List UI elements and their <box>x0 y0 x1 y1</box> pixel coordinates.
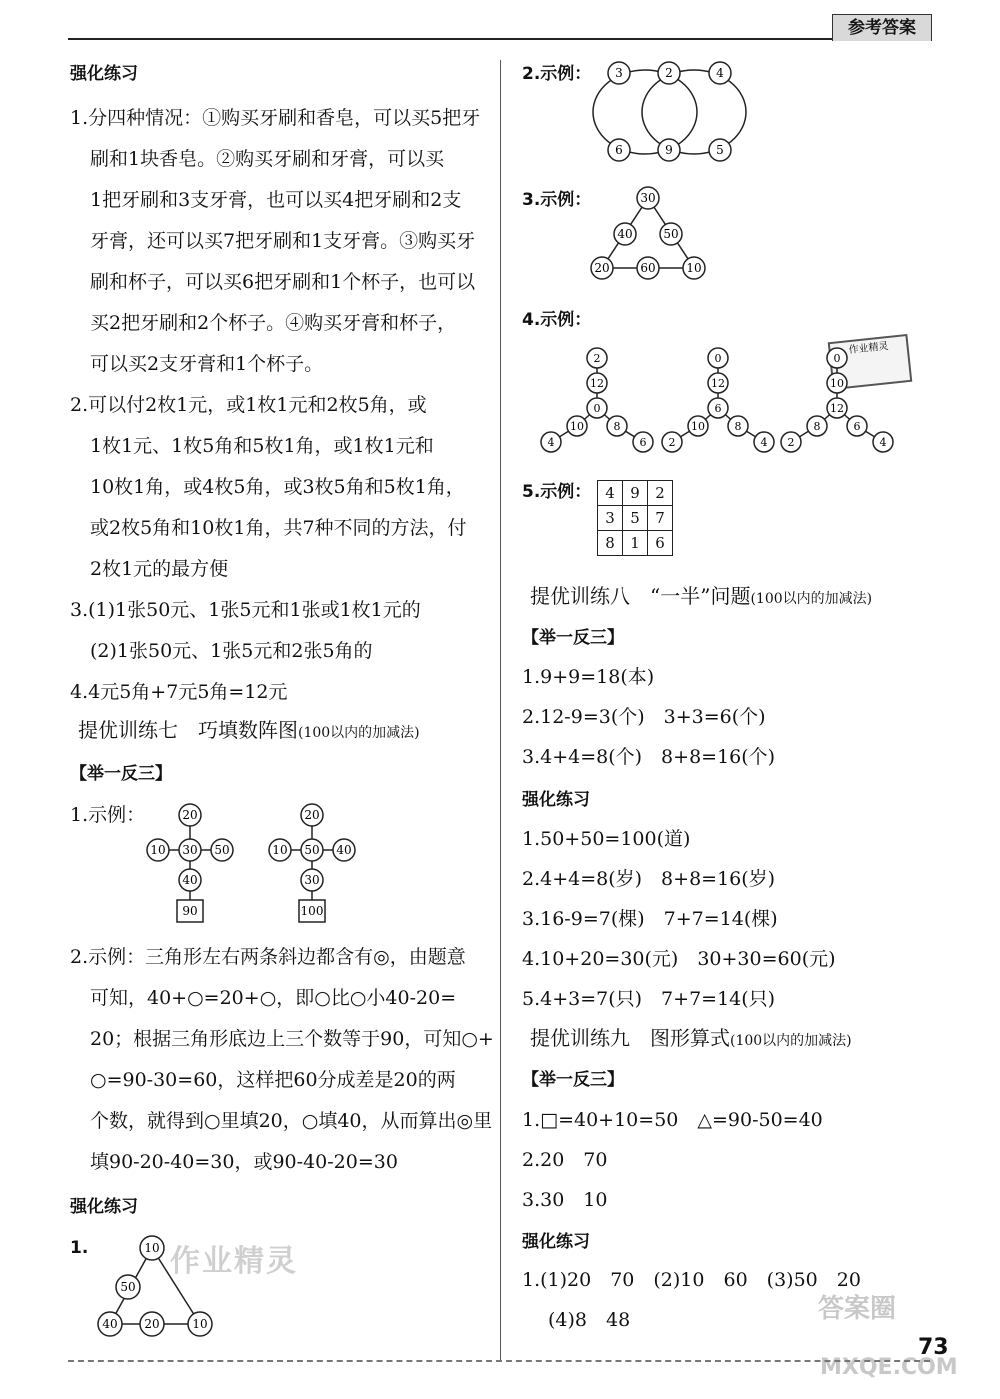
tri3-mid-right: 50 <box>663 227 679 241</box>
watermark-smudge: 作业精灵 <box>170 1244 298 1279</box>
ex2-line: ○=90-30=60，这样把60分成差是20的两 <box>90 1069 456 1091</box>
cross1-center: 30 <box>182 843 198 857</box>
q2-line: 10枚1角，或4枚5角，或3枚5角和5枚1角， <box>90 476 465 498</box>
y-node-label: 6 <box>853 420 861 433</box>
answer-line: 2.12-9=3(个) 3+3=6(个) <box>522 706 766 728</box>
tri3-mid-left: 40 <box>617 227 633 241</box>
section-heading-sub: (100以内的加减法) <box>750 591 873 607</box>
y-node-label: 10 <box>570 420 584 433</box>
cross1-right: 50 <box>214 843 230 857</box>
y-node-label: 8 <box>813 420 821 433</box>
oval-node: 6 <box>615 143 623 157</box>
section-heading-text: 提优训练七 巧填数阵图 <box>78 718 298 742</box>
q1-line: 1把牙刷和3支牙膏，也可以买4把牙刷和2支 <box>90 189 462 211</box>
watermark-url: MXQE.COM <box>820 1355 958 1380</box>
example-label: 1. <box>70 1238 89 1258</box>
q1-line: 刷和1块香皂。②购买牙刷和牙膏，可以买 <box>90 148 445 170</box>
q1-line: 买2把牙刷和2个杯子。④购买牙膏和杯子， <box>90 312 457 334</box>
footer-rule <box>68 1360 930 1362</box>
magic-cell: 2 <box>648 481 673 506</box>
section-title: 强化练习 <box>522 790 590 810</box>
section-heading-sub: (100以内的加减法) <box>298 725 420 741</box>
section-title: 强化练习 <box>522 1232 590 1252</box>
tri3-bottom-right: 10 <box>686 261 702 275</box>
juyi-label: 【举一反三】 <box>522 1070 624 1090</box>
ex2-line: 2.示例：三角形左右两条斜边都含有◎，由题意 <box>70 946 466 968</box>
oval-node: 9 <box>665 143 673 157</box>
example-label: 5.示例： <box>522 482 592 502</box>
q3-line: (2)1张50元、1张5元和2张5角的 <box>90 640 373 662</box>
magic-cell: 3 <box>598 506 623 531</box>
section-title: 强化练习 <box>70 64 138 84</box>
q2-line: 或2枚5角和10枚1角，共7种不同的方法，付 <box>90 517 467 539</box>
magic-square <box>597 480 673 556</box>
tri-top: 10 <box>144 1241 160 1255</box>
example-label: 2.示例： <box>522 64 592 84</box>
cross1-bottom: 40 <box>182 873 198 887</box>
answer-line: 2.20 70 <box>522 1149 608 1171</box>
answer-line: 1.□=40+10=50 △=90-50=40 <box>522 1109 823 1131</box>
magic-cell: 6 <box>648 531 673 556</box>
example-label: 4.示例： <box>522 310 592 330</box>
answer-line: 1.9+9=18(本) <box>522 666 655 688</box>
y-node-label: 10 <box>830 377 844 390</box>
q1-line: 刷和杯子，可以买6把牙刷和1个杯子，也可以 <box>90 271 476 293</box>
section-heading-sub: (100以内的加减法) <box>730 1033 852 1049</box>
answer-line: 5.4+3=7(只) 7+7=14(只) <box>522 988 776 1010</box>
q1-line: 1.分四种情况：①购买牙刷和香皂，可以买5把牙 <box>70 107 481 129</box>
answer-line: (4)8 48 <box>548 1309 631 1331</box>
y-node-label: 2 <box>668 436 676 449</box>
tri3-bottom-mid: 60 <box>640 261 656 275</box>
tri-bottom-left: 40 <box>102 1317 118 1331</box>
example-label: 1.示例： <box>70 804 146 826</box>
answer-line: 1.(1)20 70 (2)10 60 (3)50 20 <box>522 1269 861 1291</box>
section-heading-text: 提优训练九 图形算式 <box>530 1026 730 1050</box>
q4-line: 4.4元5角+7元5角=12元 <box>70 681 288 703</box>
cross2-bottom: 30 <box>304 873 320 887</box>
cross-diagrams <box>0 0 500 940</box>
y-node-label: 12 <box>830 402 844 415</box>
y-node-label: 4 <box>547 436 555 449</box>
answer-line: 3.30 10 <box>522 1189 608 1211</box>
tri3-bottom-left: 20 <box>594 261 610 275</box>
juyi-label: 【举一反三】 <box>70 764 172 784</box>
answer-line: 4.10+20=30(元) 30+30=60(元) <box>522 948 836 970</box>
y-node-label: 10 <box>691 420 705 433</box>
stamp-logo: 作业精灵 <box>828 334 913 390</box>
cross2-center: 50 <box>304 843 320 857</box>
magic-cell: 8 <box>598 531 623 556</box>
oval-node: 5 <box>716 143 724 157</box>
y-node-label: 6 <box>639 436 647 449</box>
y-node-label: 8 <box>613 420 621 433</box>
cross2-left: 10 <box>272 843 288 857</box>
header-tag: 参考答案 <box>832 14 932 41</box>
y-node-label: 0 <box>593 402 601 415</box>
oval-node: 2 <box>665 66 673 80</box>
ex2-line: 填90-20-40=30，或90-40-20=30 <box>90 1151 398 1173</box>
tri-mid: 50 <box>120 1280 136 1294</box>
oval-node: 4 <box>716 66 724 80</box>
magic-cell: 9 <box>623 481 648 506</box>
q2-line: 1枚1元、1枚5角和5枚1角，或1枚1元和 <box>90 435 434 457</box>
watermark-logo: 答案圈 <box>818 1294 897 1324</box>
y-node-label: 12 <box>590 377 604 390</box>
triangle-diagram-right <box>580 180 720 285</box>
y-node-label: 12 <box>711 377 725 390</box>
cross2-top: 20 <box>304 808 320 822</box>
cross1-sum: 90 <box>182 904 198 918</box>
tri-bottom-right: 10 <box>192 1317 208 1331</box>
magic-cell: 4 <box>598 481 623 506</box>
cross1-left: 10 <box>150 843 166 857</box>
q3-line: 3.(1)1张50元、1张5元和1张或1枚1元的 <box>70 599 421 621</box>
answer-line: 2.4+4=8(岁) 8+8=16(岁) <box>522 868 776 890</box>
q2-line: 2.可以付2枚1元，或1枚1元和2枚5角，或 <box>70 394 427 416</box>
q1-line: 牙膏，还可以买7把牙刷和1支牙膏。③购买牙 <box>90 230 476 252</box>
page-number: 73 <box>918 1335 949 1360</box>
y-node-label: 4 <box>879 436 887 449</box>
q2-line: 2枚1元的最方便 <box>90 558 229 580</box>
section-heading-9 <box>530 1026 852 1053</box>
tri-bottom-mid: 20 <box>144 1317 160 1331</box>
magic-cell: 5 <box>623 506 648 531</box>
ex2-line: 可知，40+○=20+○，即○比○小40-20= <box>90 987 457 1009</box>
answer-line: 3.4+4=8(个) 8+8=16(个) <box>522 746 776 768</box>
section-heading-text: 提优训练八 “一半”问题 <box>530 584 751 608</box>
section-heading-8 <box>530 584 872 611</box>
answer-line: 3.16-9=7(棵) 7+7=14(棵) <box>522 908 778 930</box>
cross2-sum: 100 <box>300 904 324 918</box>
y-node-label: 6 <box>714 402 722 415</box>
y-node-label: 0 <box>714 352 722 365</box>
cross2-right: 40 <box>336 843 352 857</box>
oval-diagram <box>590 55 750 170</box>
magic-cell: 7 <box>648 506 673 531</box>
tri3-top: 30 <box>640 191 656 205</box>
cross1-top: 20 <box>182 808 198 822</box>
oval-node: 3 <box>615 66 623 80</box>
q1-line: 可以买2支牙膏和1个杯子。 <box>90 353 324 375</box>
ex2-line: 20；根据三角形底边上三个数等于90，可知○+ <box>90 1028 494 1050</box>
ex2-line: 个数，就得到○里填20，○填40，从而算出◎里 <box>90 1110 493 1132</box>
column-divider <box>500 60 501 1360</box>
example-label: 3.示例： <box>522 190 592 210</box>
magic-cell: 1 <box>623 531 648 556</box>
y-node-label: 2 <box>593 352 601 365</box>
y-node-label: 8 <box>734 420 742 433</box>
juyi-label: 【举一反三】 <box>522 628 624 648</box>
y-node-label: 0 <box>833 352 841 365</box>
y-diagrams <box>530 340 910 460</box>
answer-line: 1.50+50=100(道) <box>522 828 691 850</box>
y-node-label: 4 <box>760 436 768 449</box>
y-node-label: 2 <box>787 436 795 449</box>
section-title: 强化练习 <box>70 1197 138 1217</box>
